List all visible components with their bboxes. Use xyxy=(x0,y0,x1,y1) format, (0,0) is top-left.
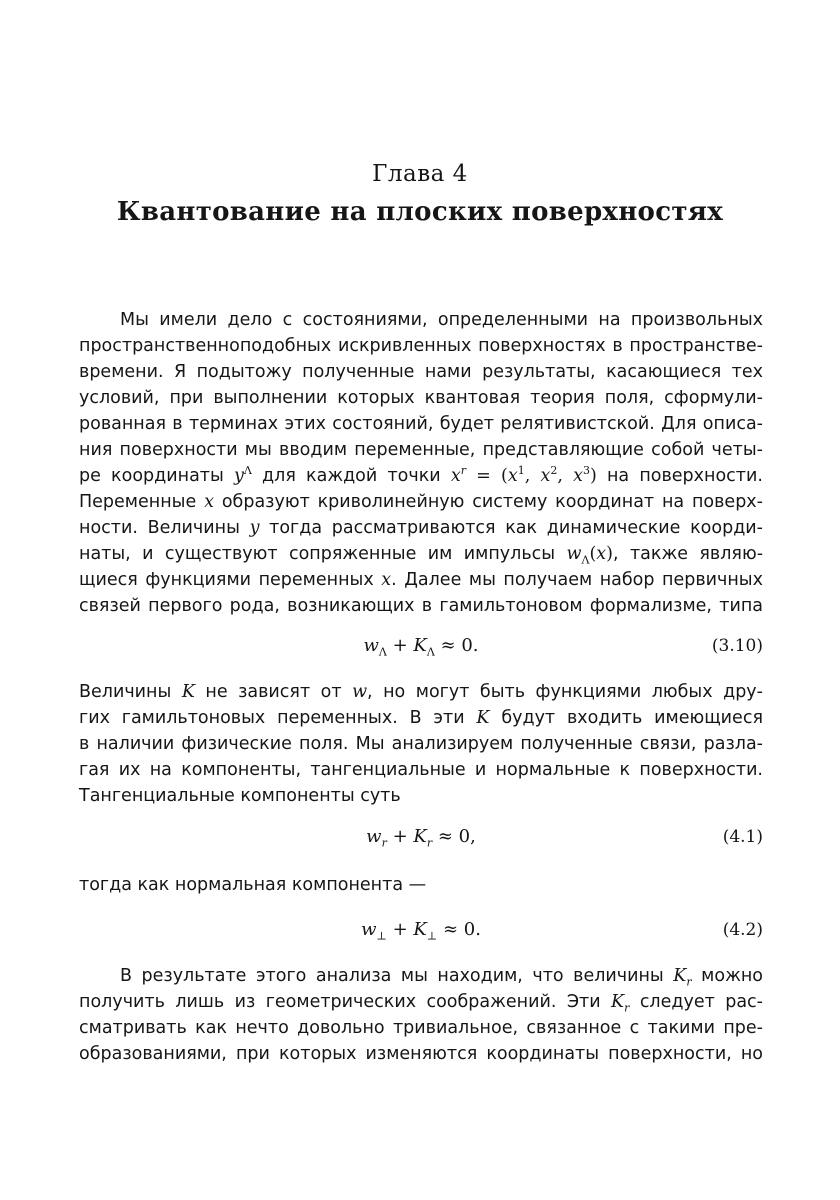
text-segment: не зависят от xyxy=(205,682,342,702)
para4-line2 xyxy=(79,989,763,1015)
text-segment: , также являю- xyxy=(613,544,764,564)
equation-4-1 xyxy=(79,824,763,850)
text-segment: . Далее мы получаем набор первичных xyxy=(391,570,763,590)
para1-line1: Мы имели дело с состояниями, определенными на произвольных xyxy=(120,310,763,330)
equation-3-10 xyxy=(79,633,763,659)
math-x: x xyxy=(381,570,392,590)
para4-line4: образованиями, при которых изменяются координаты поверхности, но xyxy=(79,1044,763,1064)
text-segment: наты, и существуют сопряженные им импульсы xyxy=(79,544,556,564)
equation-4-2 xyxy=(79,917,763,943)
para4-line3: сматривать как нечто довольно тривиальное, связанное с такими пре- xyxy=(79,1018,763,1038)
para1-line6: ния поверхности мы вводим переменные, представляющие собой четы- xyxy=(79,440,763,460)
text-segment: гих гамильтоновых переменных. В эти xyxy=(79,708,465,728)
text-segment: , но могут быть функциями любых дру- xyxy=(367,682,763,702)
chapter-title: Квантование на плоских поверхностях xyxy=(116,197,724,227)
text-segment: для каждой точки xyxy=(262,466,441,486)
text-segment: Переменные xyxy=(79,492,197,512)
math-w-lambda-x: $w_\Lambda(x)$ xyxy=(566,544,613,567)
para1-line7 xyxy=(79,463,763,489)
para1-line9 xyxy=(79,515,763,541)
text-segment: щиеся функциями переменных xyxy=(79,570,374,590)
text-segment: ре координаты xyxy=(79,466,224,486)
text-segment: на поверхности. xyxy=(606,466,763,486)
equation-formula: $w_\Lambda + K_\Lambda \approx 0$. xyxy=(363,635,479,659)
math-K-r: $K_r$ xyxy=(611,992,630,1015)
para3-line1: тогда как нормальная компонента — xyxy=(79,875,427,895)
para2-line5: Тангенциальные компоненты суть xyxy=(79,786,401,806)
para1-line8 xyxy=(79,489,763,515)
para1-line10 xyxy=(79,541,763,567)
equation-number: (4.2) xyxy=(722,920,763,940)
para1-line11 xyxy=(79,567,763,593)
math-K: K xyxy=(476,708,490,728)
text-segment: Величины xyxy=(79,682,172,702)
math-w: w xyxy=(352,682,368,702)
text-segment: можно xyxy=(701,966,763,986)
equation-formula: $w_r + K_r \approx 0$, xyxy=(366,826,476,850)
equation-formula: $w_\perp + K_\perp \approx 0$. xyxy=(361,919,481,943)
equation-number: (4.1) xyxy=(722,827,763,847)
para2-line2 xyxy=(79,705,763,731)
para1-line5: рованная в терминах этих состояний, будет релятивистской. Для описа- xyxy=(79,414,763,434)
text-segment: тогда рассматриваются как динамические коорди- xyxy=(269,518,763,538)
para1-line2: пространственноподобных искривленных поверхностях в пространстве- xyxy=(79,336,763,356)
para2-line1 xyxy=(79,679,763,705)
math-x: x xyxy=(204,492,214,512)
math-K-r: $K_r$ xyxy=(673,966,692,989)
text-segment: получить лишь из геометрических соображений. Эти xyxy=(79,992,601,1012)
chapter-label: Глава 4 xyxy=(372,161,468,187)
math-K: K xyxy=(181,682,195,702)
text-segment: будут входить имеющиеся xyxy=(501,708,763,728)
equation-number: (3.10) xyxy=(711,636,763,656)
math-point-coordinates: $x^r = (x^1$, $x^2$, $x^3$) xyxy=(450,464,597,486)
math-y: y xyxy=(249,518,260,538)
para4-line1 xyxy=(79,963,763,989)
text-segment: следует рас- xyxy=(639,992,763,1012)
para2-line3: в наличии физические поля. Мы анализируем полученные связи, разла- xyxy=(79,734,763,754)
math-y-lambda: $y^\Lambda$ xyxy=(234,464,252,486)
text-segment: образуют криволинейную систему координат на поверх- xyxy=(221,492,763,512)
para1-line3: времени. Я подытожу полученные нами результаты, касающиеся тех xyxy=(79,362,763,382)
para1-line12: связей первого рода, возникающих в гамильтоновом формализме, типа xyxy=(79,596,763,616)
para2-line4: гая их на компоненты, тангенциальные и нормальные к поверхности. xyxy=(79,760,763,780)
text-segment: ности. Величины xyxy=(79,518,240,538)
para1-line4: условий, при выполнении которых квантовая теория поля, сформули- xyxy=(79,388,763,408)
text-segment: В результате этого анализа мы находим, что величины xyxy=(120,966,664,986)
